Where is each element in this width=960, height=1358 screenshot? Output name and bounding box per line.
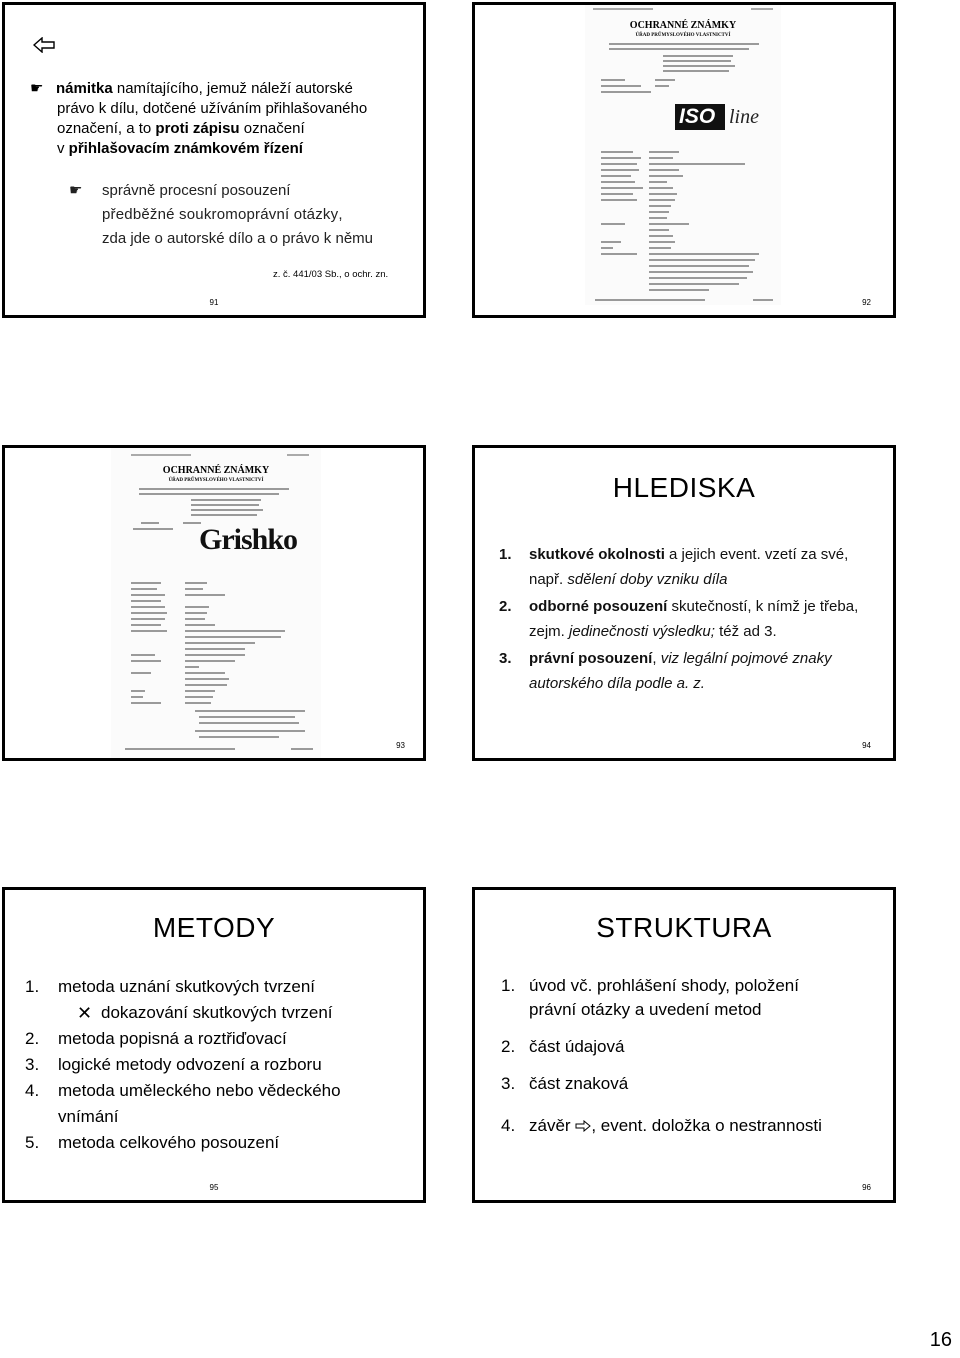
- structure-list: [501, 974, 881, 1151]
- objection-line4-prefix: v: [57, 140, 69, 157]
- subitem-text: dokazování skutkových tvrzení: [101, 1003, 333, 1022]
- slide-number: 91: [209, 298, 219, 307]
- grishko-logo: Grishko: [199, 523, 298, 556]
- list-item: [501, 974, 881, 1022]
- list-item: [25, 1052, 415, 1078]
- assessment-text: [69, 179, 373, 251]
- slide-title: HLEDISKA: [612, 472, 756, 503]
- doc-title: OCHRANNÉ ZNÁMKY: [629, 20, 737, 31]
- slide-title: METODY: [152, 912, 276, 943]
- doc-subtitle: ÚŘAD PRŮMYSLOVÉHO VLASTNICTVÍ: [168, 478, 264, 483]
- pointing-hand-icon: ☛: [69, 182, 83, 199]
- list-number: 1.: [25, 977, 40, 996]
- list-number: 1.: [499, 546, 512, 563]
- item-term: skutkové okolnosti: [529, 546, 665, 563]
- list-item: [25, 974, 415, 1000]
- item-text: část znaková: [529, 1074, 629, 1093]
- objection-line2: právo k dílu, dotčené užíváním přihlašovaného: [57, 100, 368, 117]
- list-item: [499, 646, 879, 696]
- iso-line-logo: [675, 102, 775, 134]
- objection-bold-against: proti zápisu: [155, 120, 240, 137]
- item-text-tail: též ad 3.: [714, 623, 777, 640]
- outline-left-arrow-icon[interactable]: [33, 37, 55, 53]
- list-subitem: [25, 1000, 415, 1026]
- slide-number: 95: [209, 1183, 219, 1192]
- slide-number: 94: [862, 741, 871, 750]
- item-text: závěr: [529, 1116, 571, 1135]
- slide-title: STRUKTURA: [596, 912, 772, 943]
- list-number: 4.: [501, 1116, 516, 1135]
- item-text-tail: , event. doložka o nestrannosti: [591, 1116, 822, 1135]
- cross-icon: ✕: [77, 1003, 93, 1023]
- list-number: 1.: [501, 976, 516, 995]
- assessment-line1: správně procesní posouzení: [102, 182, 291, 199]
- doc-title: OCHRANNÉ ZNÁMKY: [162, 465, 270, 476]
- item-italic: jedinečnosti výsledku;: [569, 623, 715, 640]
- list-number: 2.: [501, 1037, 516, 1056]
- item-text: ,: [652, 650, 661, 667]
- logo-iso-text: ISO: [679, 105, 716, 128]
- item-italic: sdělení doby vzniku díla: [567, 571, 728, 588]
- list-number: 3.: [501, 1074, 516, 1093]
- criteria-list: [499, 542, 879, 698]
- list-item: [501, 1035, 881, 1059]
- methods-list: [25, 974, 415, 1156]
- objection-bold-procedure: přihlašovacím známkovém řízení: [68, 140, 303, 157]
- doc-subtitle: ÚŘAD PRŮMYSLOVÉHO VLASTNICTVÍ: [635, 33, 731, 38]
- pointing-hand-icon: ☛: [30, 80, 44, 97]
- objection-term: námitka: [56, 80, 113, 97]
- objection-line3-tail: označení: [239, 120, 305, 137]
- list-number: 4.: [25, 1081, 40, 1100]
- slide-96: [472, 887, 896, 1203]
- list-number: 5.: [25, 1133, 40, 1152]
- list-number: 3.: [499, 650, 512, 667]
- objection-line3: označení, a to: [57, 120, 156, 137]
- page-number: 16: [929, 1329, 952, 1351]
- item-text: skutečností, k nímž je třeba, zejm.: [529, 598, 859, 640]
- slide-92: [472, 2, 896, 318]
- outline-right-arrow-icon: [575, 1120, 591, 1132]
- law-reference: z. č. 441/03 Sb., o ochr. zn.: [273, 269, 389, 280]
- list-item: [499, 542, 879, 592]
- list-item: [25, 1130, 415, 1156]
- slide-93: [2, 445, 426, 761]
- item-italic: viz legální pojmové znaky autorského díla podle a. z.: [529, 650, 832, 692]
- assessment-line2: předběžné soukromoprávní otázky: [102, 206, 339, 223]
- scanned-document: [585, 5, 781, 305]
- list-item: [501, 1114, 881, 1138]
- slide-95: [2, 887, 426, 1203]
- scanned-document: [111, 448, 321, 758]
- list-number: 3.: [25, 1055, 40, 1074]
- item-text: metoda popisná a roztřiďovací: [58, 1029, 287, 1048]
- slide-91: [2, 2, 426, 318]
- item-text: metoda celkového posouzení: [58, 1133, 280, 1152]
- list-number: 2.: [25, 1029, 40, 1048]
- objection-line1: namítajícího, jemuž náleží autorské: [112, 80, 353, 97]
- list-item: [499, 594, 879, 644]
- list-item: [501, 1072, 881, 1096]
- item-text: část údajová: [529, 1037, 625, 1056]
- objection-text: [30, 79, 415, 159]
- list-item: [25, 1078, 415, 1130]
- list-number: 2.: [499, 598, 512, 615]
- item-text: logické metody odvození a rozboru: [58, 1055, 322, 1074]
- assessment-line3: zda jde o autorské dílo a o právo k němu: [102, 230, 373, 247]
- slide-number: 93: [396, 741, 405, 750]
- logo-script-text: line: [729, 106, 759, 128]
- slide-94: [472, 445, 896, 761]
- item-text: metoda uměleckého nebo vědeckého vnímání: [58, 1081, 341, 1126]
- slide-number: 92: [862, 298, 871, 307]
- assessment-line2-tail: ,: [338, 206, 343, 223]
- item-term: právní posouzení: [529, 650, 653, 667]
- item-text: úvod vč. prohlášení shody, položení právní otázky a uvedení metod: [529, 976, 799, 1019]
- item-term: odborné posouzení: [529, 598, 668, 615]
- item-text: metoda uznání skutkových tvrzení: [58, 977, 316, 996]
- list-item: [25, 1026, 415, 1052]
- slide-number: 96: [862, 1183, 871, 1192]
- item-text: a jejich event. vzetí za své, např.: [529, 546, 849, 588]
